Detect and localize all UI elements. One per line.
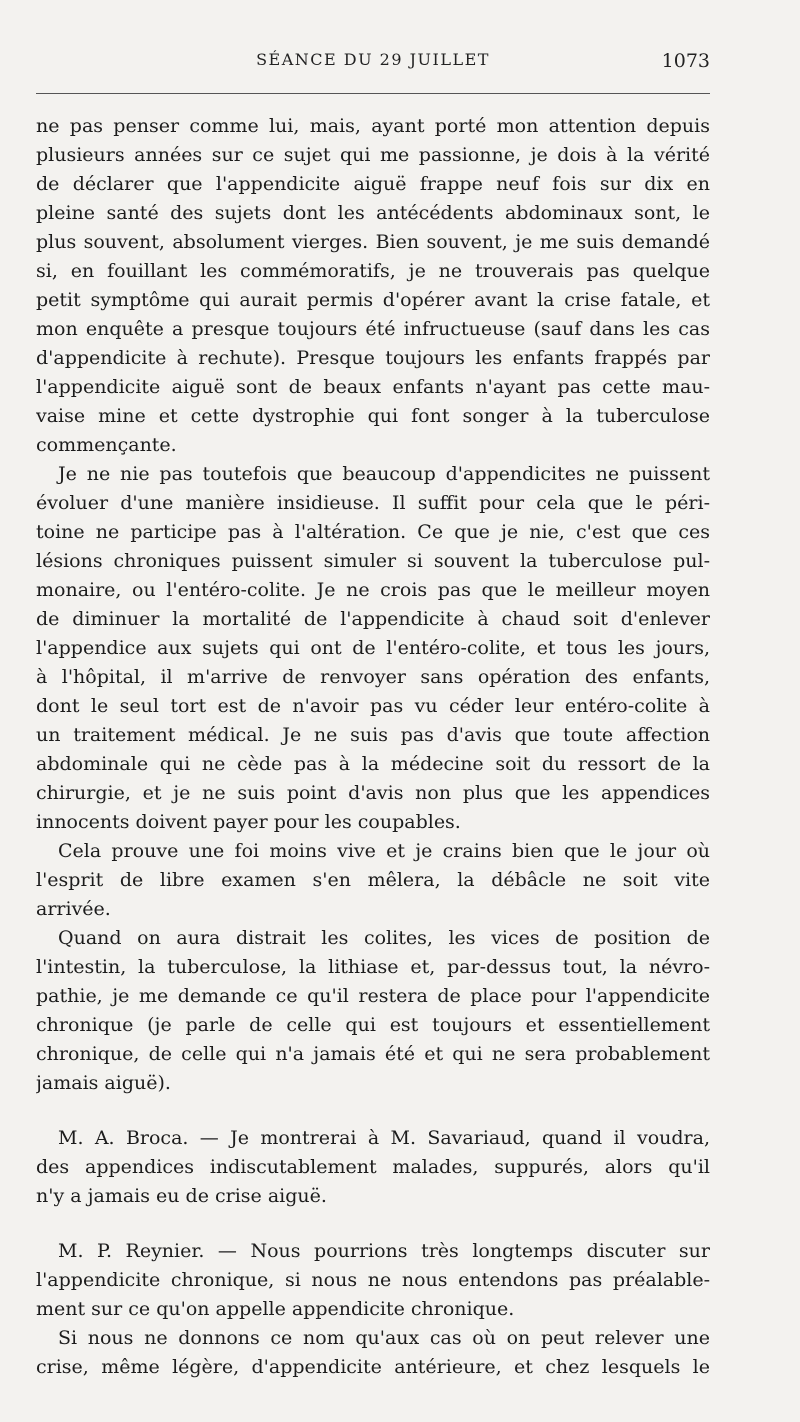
text-line: commençante. [36, 434, 177, 456]
text-line: plusieurs années sur ce sujet qui me passionne, je dois à la vérité [36, 144, 710, 166]
text-line: des appendices indiscutablement malades, suppurés, alors qu'il [36, 1156, 710, 1178]
text-line: chronique (je parle de celle qui est toujours et essentiellement [36, 1014, 710, 1036]
text-line: jamais aiguë). [36, 1072, 171, 1094]
text-line: lésions chroniques puissent simuler si souvent la tuberculose pul- [36, 550, 710, 572]
text-line: arrivée. [36, 898, 111, 920]
text-line: l'esprit de libre examen s'en mêlera, la débâcle ne soit vite [36, 869, 710, 891]
paragraph [36, 1324, 710, 1382]
text-line: d'appendicite à rechute). Presque toujours les enfants frappés par [36, 347, 710, 369]
text-line: pathie, je me demande ce qu'il restera de place pour l'appendicite [36, 985, 710, 1007]
page-header [36, 50, 710, 84]
paragraph [36, 837, 710, 924]
text-line: chirurgie, et je ne suis point d'avis non plus que les appendices [36, 782, 710, 804]
text-line: mon enquête a presque toujours été infructueuse (sauf dans les cas [36, 318, 710, 340]
text-line: ne pas penser comme lui, mais, ayant porté mon attention depuis [36, 115, 710, 137]
text-line: dont le seul tort est de n'avoir pas vu céder leur entéro-colite à [36, 695, 710, 717]
body-text [36, 112, 710, 1382]
text-line: l'intestin, la tuberculose, la lithiase et, par-dessus tout, la névro- [36, 956, 710, 978]
text-line: un traitement médical. Je ne suis pas d'avis que toute affection [36, 724, 710, 746]
text-line: l'appendicite chronique, si nous ne nous entendons pas préalable- [36, 1269, 710, 1291]
text-line: Si nous ne donnons ce nom qu'aux cas où on peut relever une [58, 1327, 710, 1349]
text-line: petit symptôme qui aurait permis d'opérer avant la crise fatale, et [36, 289, 710, 311]
paragraph-spacer [36, 1098, 710, 1124]
text-line: vaise mine et cette dystrophie qui font songer à la tuberculose [36, 405, 710, 427]
text-line: plus souvent, absolument vierges. Bien souvent, je me suis demandé [36, 231, 710, 253]
text-line: Je ne nie pas toutefois que beaucoup d'appendicites ne puissent [58, 463, 710, 485]
text-line: monaire, ou l'entéro-colite. Je ne crois pas que le meilleur moyen [36, 579, 710, 601]
text-line: toine ne participe pas à l'altération. Ce que je nie, c'est que ces [36, 521, 710, 543]
text-line: ment sur ce qu'on appelle appendicite chronique. [36, 1298, 515, 1320]
text-line: de déclarer que l'appendicite aiguë frappe neuf fois sur dix en [36, 173, 710, 195]
text-line: à l'hôpital, il m'arrive de renvoyer sans opération des enfants, [36, 666, 710, 688]
paragraph-spacer [36, 1211, 710, 1237]
text-line: abdominale qui ne cède pas à la médecine soit du ressort de la [36, 753, 710, 775]
text-line: pleine santé des sujets dont les antécédents abdominaux sont, le [36, 202, 710, 224]
paragraph [36, 1124, 710, 1211]
page-number: 1073 [661, 50, 710, 72]
text-line: innocents doivent payer pour les coupables. [36, 811, 461, 833]
text-line: l'appendice aux sujets qui ont de l'entéro-colite, et tous les jours, [36, 637, 710, 659]
text-line: crise, même légère, d'appendicite antérieure, et chez lesquels le [36, 1356, 710, 1378]
text-line: M. A. Broca. — Je montrerai à M. Savariaud, quand il voudra, [58, 1127, 710, 1149]
paragraph [36, 460, 710, 837]
paragraph [36, 112, 710, 460]
text-line: Cela prouve une foi moins vive et je crains bien que le jour où [58, 840, 710, 862]
text-line: chronique, de celle qui n'a jamais été et qui ne sera probablement [36, 1043, 710, 1065]
paragraph [36, 1237, 710, 1324]
text-line: Quand on aura distrait les colites, les vices de position de [58, 927, 710, 949]
paragraph [36, 924, 710, 1098]
header-rule [36, 93, 710, 94]
running-title: SÉANCE DU 29 JUILLET [256, 50, 490, 69]
text-line: de diminuer la mortalité de l'appendicite à chaud soit d'enlever [36, 608, 710, 630]
text-line: M. P. Reynier. — Nous pourrions très longtemps discuter sur [58, 1240, 710, 1262]
text-line: si, en fouillant les commémoratifs, je ne trouverais pas quelque [36, 260, 710, 282]
text-line: l'appendicite aiguë sont de beaux enfants n'ayant pas cette mau- [36, 376, 710, 398]
text-line: n'y a jamais eu de crise aiguë. [36, 1185, 327, 1207]
text-line: évoluer d'une manière insidieuse. Il suffit pour cela que le péri- [36, 492, 710, 514]
